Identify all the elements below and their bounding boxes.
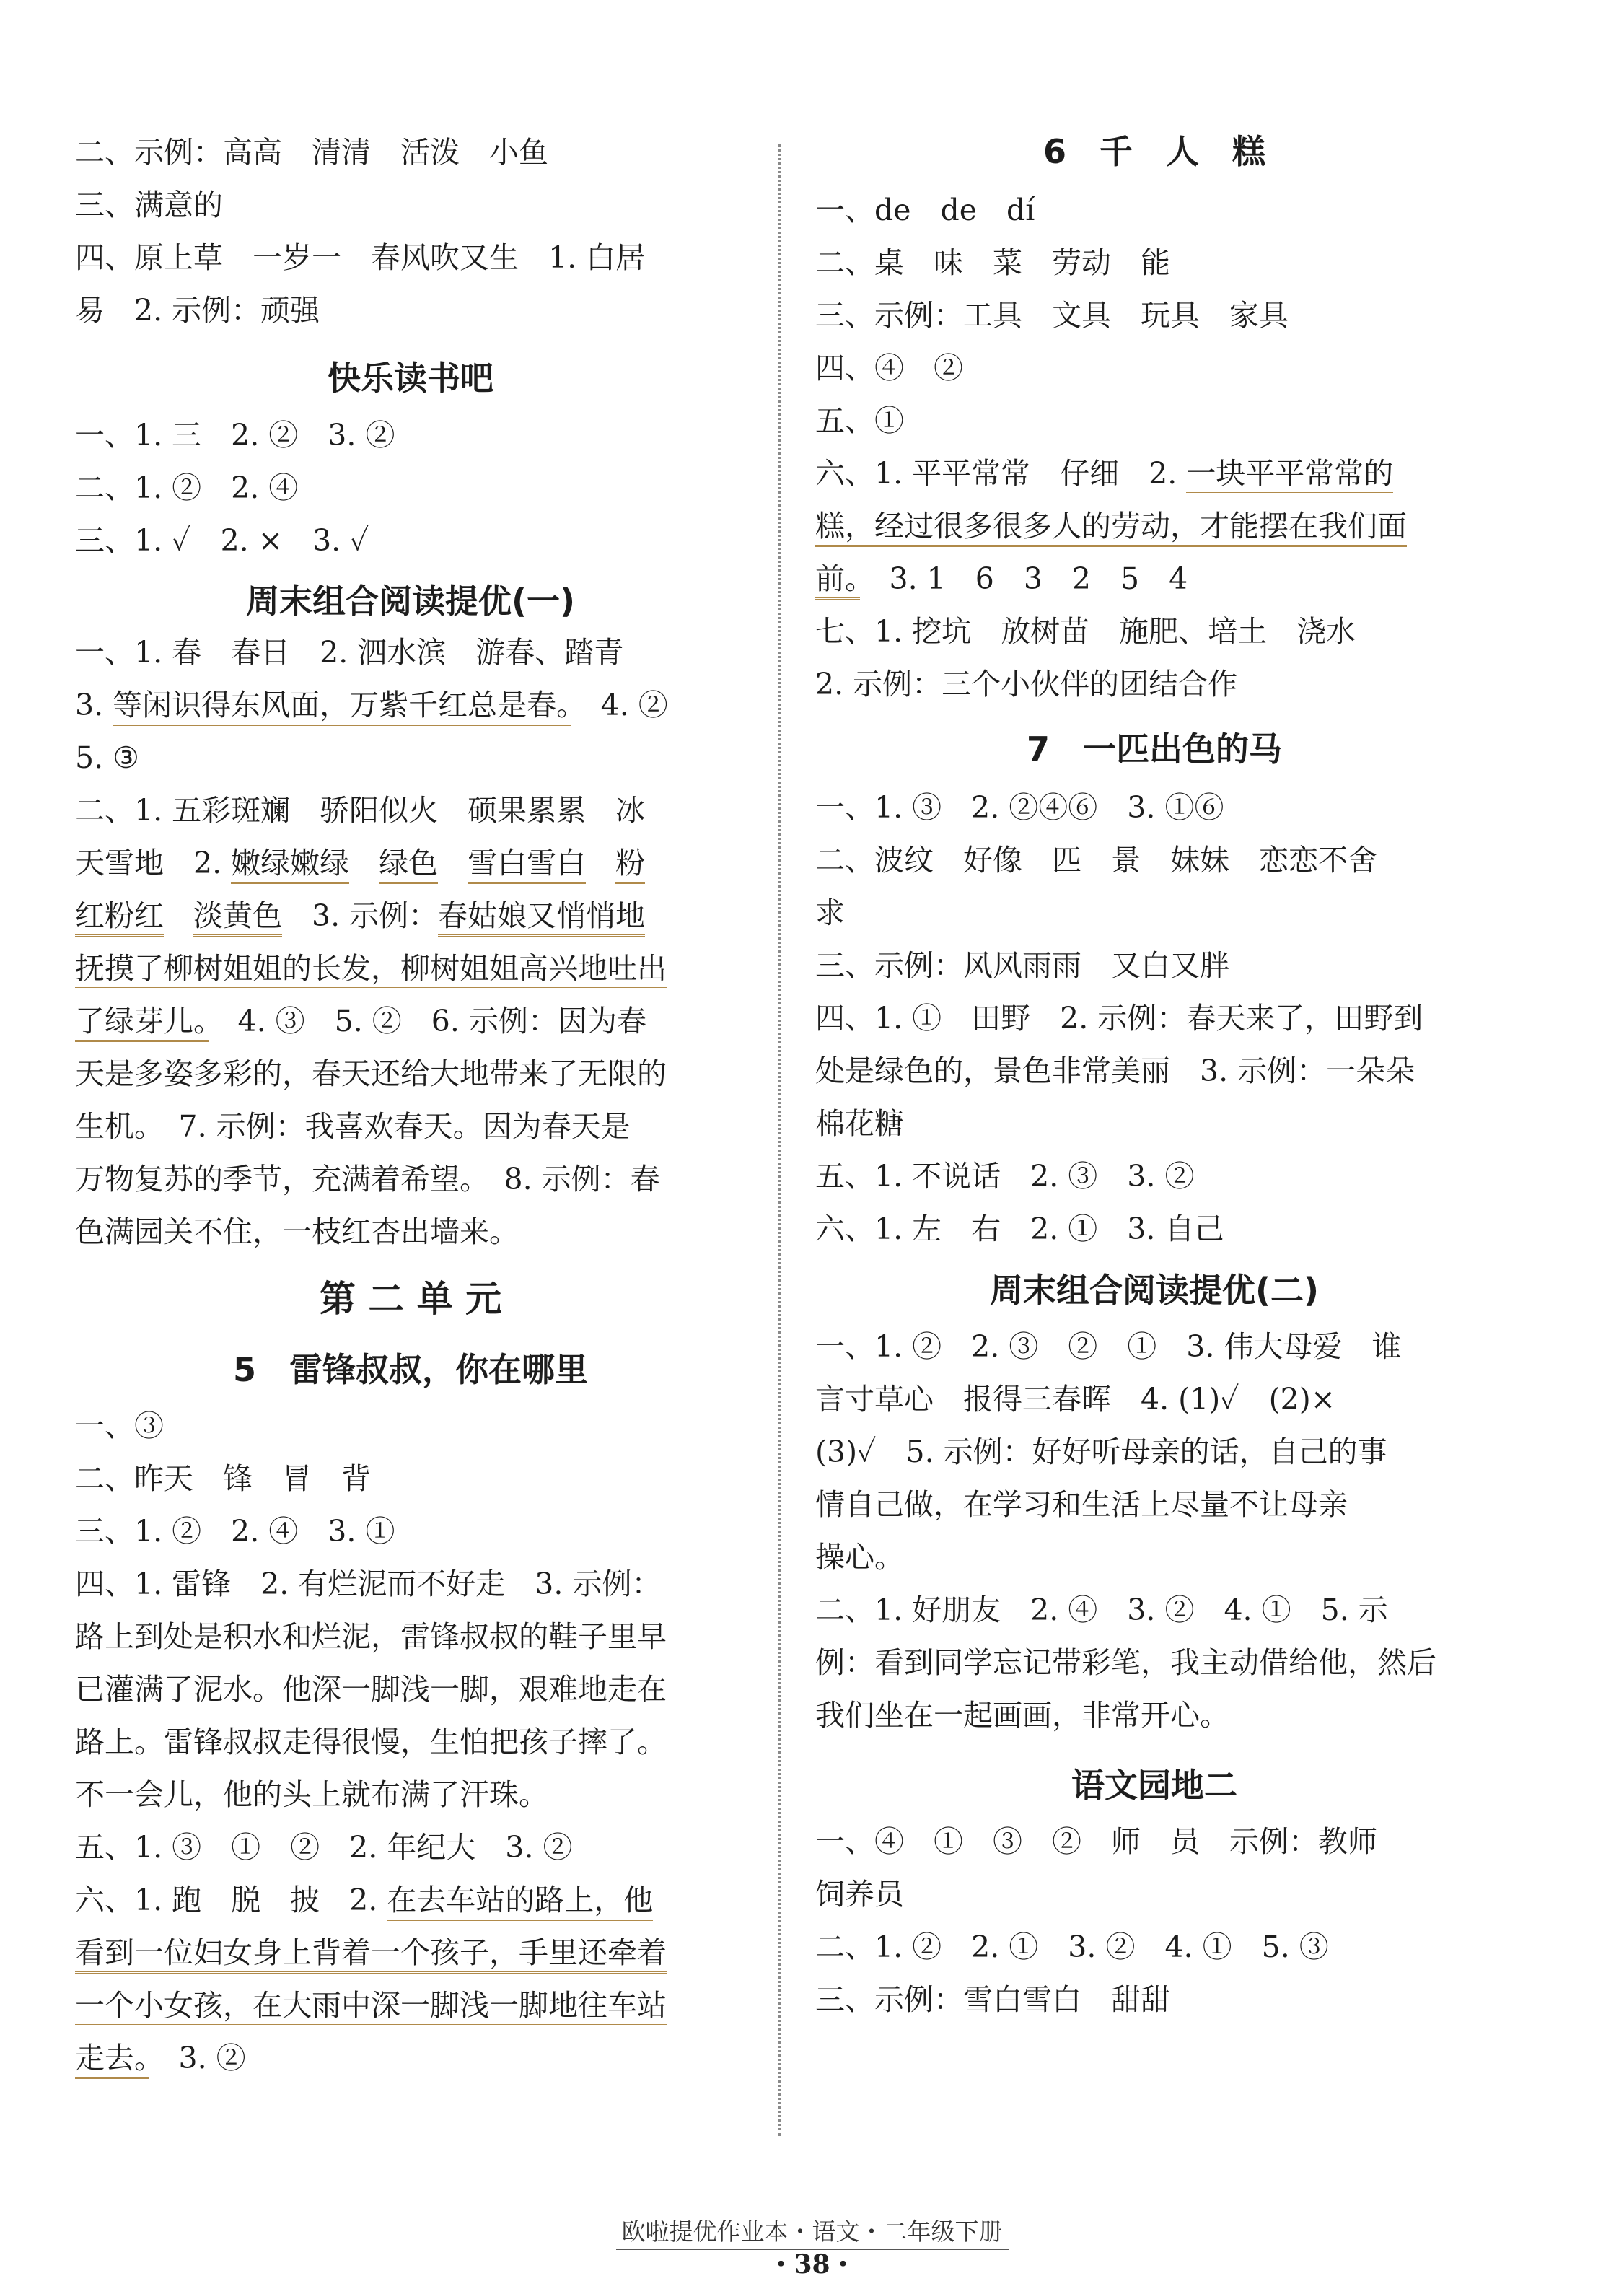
answer-line (815, 1637, 1493, 1689)
answer-text: 2. 示例：三个小伙伴的团结合作 (815, 667, 1238, 701)
answer-line (815, 1921, 1493, 1974)
answer-line (815, 237, 1493, 289)
answer-line: 二、示例：高高 清清 活泼 小鱼 (75, 135, 548, 170)
answer-line (815, 1479, 1493, 1531)
underlined-answer: 红粉红 (75, 898, 164, 937)
answer-line (815, 1868, 1493, 1921)
answer-text: 饲养员 (815, 1877, 904, 1912)
answer-line (75, 2032, 746, 2085)
answer-text: 3. 1 6 3 2 5 4 (859, 561, 1188, 596)
answer-text: (3)✓ 5. 示例：好好听母亲的话，自己的事 (815, 1435, 1387, 1469)
answer-text: 我们坐在一起画画，非常开心。 (815, 1698, 1229, 1733)
book-title-footer: 欧啦提优作业本・语文・二年级下册 (0, 2213, 1624, 2247)
answer-line (815, 1531, 1493, 1584)
answer-line: 二、1. ② 2. ④ (75, 470, 299, 505)
answer-text: 一、1. ③ 2. ②④⑥ 3. ①⑥ (815, 790, 1224, 825)
section-title-kuaile: 快乐读书吧 (328, 359, 493, 398)
answer-line (815, 1203, 1493, 1256)
answer-line (75, 679, 746, 732)
answer-text: 操心。 (815, 1540, 904, 1575)
answer-line (815, 1045, 1493, 1098)
answer-text: 已灌满了泥水。他深一脚浅一脚，艰难地走在 (75, 1672, 667, 1707)
answer-line (815, 500, 1493, 553)
answer-text: 4. ② (571, 688, 668, 722)
answer-text: 生机。 7. 示例：我喜欢春天。因为春天是 (75, 1109, 631, 1144)
answer-text: 三、示例：工具 文具 玩具 家具 (815, 298, 1289, 333)
answer-text: 4. ③ 5. ② 6. 示例：因为春 (208, 1004, 646, 1038)
answer-text: 天雪地 2. (75, 846, 232, 880)
answer-text: 5. ③ (75, 740, 139, 775)
underlined-answer: 一个小女孩，在大雨中深一脚浅一脚地往车站 (75, 1988, 667, 2026)
answer-line (815, 1816, 1493, 1868)
weekend-1-section (75, 626, 746, 1258)
answer-line (75, 942, 746, 995)
underlined-answer: 淡黄色 (193, 898, 282, 937)
answer-text: 情自己做，在学习和生活上尽量不让母亲 (815, 1487, 1348, 1522)
column-divider (778, 144, 781, 2136)
answer-line (815, 342, 1493, 395)
answer-text: 六、1. 平平常常 仔细 2. (815, 456, 1187, 491)
answer-text: 路上到处是积水和烂泥，雷锋叔叔的鞋子里早 (75, 1619, 667, 1654)
page-number: ・38・ (768, 2249, 856, 2280)
underlined-answer: 看到一位妇女身上背着一个孩子，手里还牵着 (75, 1935, 667, 1974)
underlined-answer: 在去车站的路上，他 (387, 1883, 653, 1921)
underlined-answer: 一块平平常常的 (1186, 456, 1393, 494)
lesson-6-section (815, 184, 1493, 711)
answer-text: 3. 示例： (282, 898, 439, 933)
answer-text: 二、波纹 好像 匹 景 妹妹 恋恋不舍 (815, 843, 1377, 877)
answer-line: 一、1. 三 2. ② 3. ② (75, 418, 395, 452)
underlined-answer: 糕，经过很多很多人的劳动，才能摆在我们面 (815, 509, 1407, 547)
underlined-answer: 雪白雪白 (468, 846, 586, 884)
underlined-answer: 等闲识得东风面，万紫千红总是春。 (113, 688, 571, 726)
answer-line (815, 782, 1493, 834)
left-column (75, 126, 746, 2085)
answer-text: 言寸草心 报得三春晖 4. (1)✓ (2)× (815, 1382, 1336, 1417)
answer-line (75, 1769, 746, 1821)
answer-text: 二、昨天 锋 冒 背 (75, 1461, 371, 1496)
answer-line (75, 1979, 746, 2032)
answer-line: 三、1. ✓ 2. × 3. ✓ (75, 523, 369, 558)
answer-text: 一、④ ① ③ ② 师 员 示例：教师 (815, 1824, 1377, 1859)
spring-tail-section (75, 126, 746, 337)
answer-line (815, 1373, 1493, 1426)
underlined-answer: 走去。 (75, 2041, 149, 2079)
answer-line (815, 887, 1493, 940)
lesson-5-section (75, 1400, 746, 2085)
answer-text: 求 (815, 896, 845, 930)
answer-text: 一、1. ② 2. ③ ② ① 3. 伟大母爱 谁 (815, 1329, 1402, 1364)
answer-line (75, 732, 746, 784)
answer-text: 例：看到同学忘记带彩笔，我主动借给他，然后 (815, 1645, 1436, 1680)
answer-line (75, 890, 746, 942)
answer-line (75, 1663, 746, 1716)
underlined-answer: 前。 (815, 561, 860, 600)
right-column (815, 126, 1493, 2026)
answer-line (75, 1100, 746, 1153)
answer-line: 易 2. 示例：顽强 (75, 293, 320, 328)
answer-line (815, 834, 1493, 887)
answer-line (815, 1974, 1493, 2026)
underlined-answer: 春姑娘又悄悄地 (438, 898, 645, 937)
garden-2-section (815, 1816, 1493, 2026)
answer-line (815, 1150, 1493, 1203)
answer-line (75, 1558, 746, 1611)
answer-text: 天是多姿多彩的，春天还给大地带来了无限的 (75, 1056, 667, 1091)
weekend-2-section (815, 1321, 1493, 1742)
underlined-answer: 绿色 (379, 846, 438, 884)
answer-line (75, 1821, 746, 1874)
answer-text: 路上。雷锋叔叔走得很慢，生怕把孩子摔了。 (75, 1725, 667, 1759)
answer-text: 四、1. ① 田野 2. 示例：春天来了，田野到 (815, 1001, 1423, 1036)
answer-text: 六、1. 跑 脱 披 2. (75, 1883, 387, 1917)
lesson-5-title: 5 雷锋叔叔，你在哪里 (232, 1350, 588, 1389)
answer-line (75, 1206, 746, 1258)
answer-text: 六、1. 左 右 2. ① 3. 自己 (815, 1212, 1224, 1246)
answer-line (815, 940, 1493, 992)
answer-line (75, 1874, 746, 1927)
answer-text: 不一会儿，他的头上就布满了汗珠。 (75, 1777, 548, 1812)
underlined-answer: 抚摸了柳树姐姐的长发，柳树姐姐高兴地吐出 (75, 951, 667, 989)
underlined-answer: 了绿芽儿。 (75, 1004, 209, 1042)
answer-line (75, 1505, 746, 1558)
answer-line (815, 395, 1493, 447)
answer-text: 二、桌 味 菜 劳动 能 (815, 245, 1170, 280)
answer-line: 四、原上草 一岁一 春风吹又生 1. 白居 (75, 240, 646, 275)
answer-text (586, 846, 615, 880)
section-title-weekend-1: 周末组合阅读提优(一) (245, 582, 576, 621)
answer-text: 七、1. 挖坑 放树苗 施肥、培土 浇水 (815, 614, 1356, 649)
answer-line: 三、满意的 (75, 188, 223, 222)
answer-line (815, 289, 1493, 342)
answer-line (75, 784, 746, 837)
answer-line (75, 1400, 746, 1453)
kuaile-section (75, 409, 746, 567)
answer-text: 棉花糖 (815, 1106, 904, 1141)
answer-text (349, 846, 379, 880)
answer-text: 二、1. ② 2. ① 3. ② 4. ① 5. ③ (815, 1930, 1329, 1964)
answer-line (75, 1048, 746, 1100)
lesson-6-title: 6 千 人 糕 (1043, 132, 1265, 171)
answer-text: 3. (75, 688, 113, 722)
answer-line (75, 1716, 746, 1769)
lesson-7-title: 7 一匹出色的马 (1026, 730, 1282, 769)
underlined-answer: 粉 (615, 846, 645, 884)
answer-line (815, 447, 1493, 500)
answer-line (75, 1453, 746, 1505)
answer-text: 色满园关不住，一枝红杏出墙来。 (75, 1214, 519, 1249)
underlined-answer: 嫩绿嫩绿 (231, 846, 349, 884)
answer-text (438, 846, 468, 880)
answer-line (815, 1098, 1493, 1150)
answer-line (815, 658, 1493, 711)
answer-text: 万物复苏的季节，充满着希望。 8. 示例：春 (75, 1162, 660, 1196)
answer-line (75, 1611, 746, 1663)
section-title-garden-2: 语文园地二 (1071, 1766, 1237, 1805)
section-title-weekend-2: 周末组合阅读提优(二) (989, 1271, 1320, 1310)
answer-line (75, 1153, 746, 1206)
answer-line (815, 605, 1493, 658)
answer-line (815, 1584, 1493, 1637)
answer-text: 五、① (815, 403, 904, 438)
answer-text: 五、1. 不说话 2. ③ 3. ② (815, 1159, 1195, 1194)
answer-text: 一、de de dí (815, 193, 1035, 227)
answer-line (75, 626, 746, 679)
answer-text: 一、③ (75, 1409, 164, 1443)
answer-line (815, 1689, 1493, 1742)
answer-text: 五、1. ③ ① ② 2. 年纪大 3. ② (75, 1830, 573, 1865)
answer-text: 二、1. 五彩斑斓 骄阳似火 硕果累累 冰 (75, 793, 646, 828)
answer-text: 二、1. 好朋友 2. ④ 3. ② 4. ① 5. 示 (815, 1593, 1388, 1627)
answer-text: 一、1. 春 春日 2. 泗水滨 游春、踏青 (75, 635, 624, 670)
answer-text: 四、④ ② (815, 351, 963, 385)
answer-text: 三、示例：雪白雪白 甜甜 (815, 1982, 1170, 2017)
answer-line (75, 837, 746, 890)
answer-text: 三、示例：风风雨雨 又白又胖 (815, 948, 1229, 983)
lesson-7-section (815, 782, 1493, 1256)
answer-text: 四、1. 雷锋 2. 有烂泥而不好走 3. 示例： (75, 1567, 662, 1601)
answer-line (815, 992, 1493, 1045)
answer-line (815, 1321, 1493, 1373)
answer-line (75, 1927, 746, 1979)
unit-title: 第 二 单 元 (319, 1277, 502, 1320)
answer-text: 处是绿色的，景色非常美丽 3. 示例：一朵朵 (815, 1054, 1415, 1088)
answer-text: 三、1. ② 2. ④ 3. ① (75, 1514, 395, 1549)
answer-line (75, 995, 746, 1048)
answer-text: 3. ② (149, 2041, 246, 2075)
answer-line (815, 1426, 1493, 1479)
answer-text (164, 898, 193, 933)
answer-line (815, 184, 1493, 237)
answer-line (815, 553, 1493, 605)
